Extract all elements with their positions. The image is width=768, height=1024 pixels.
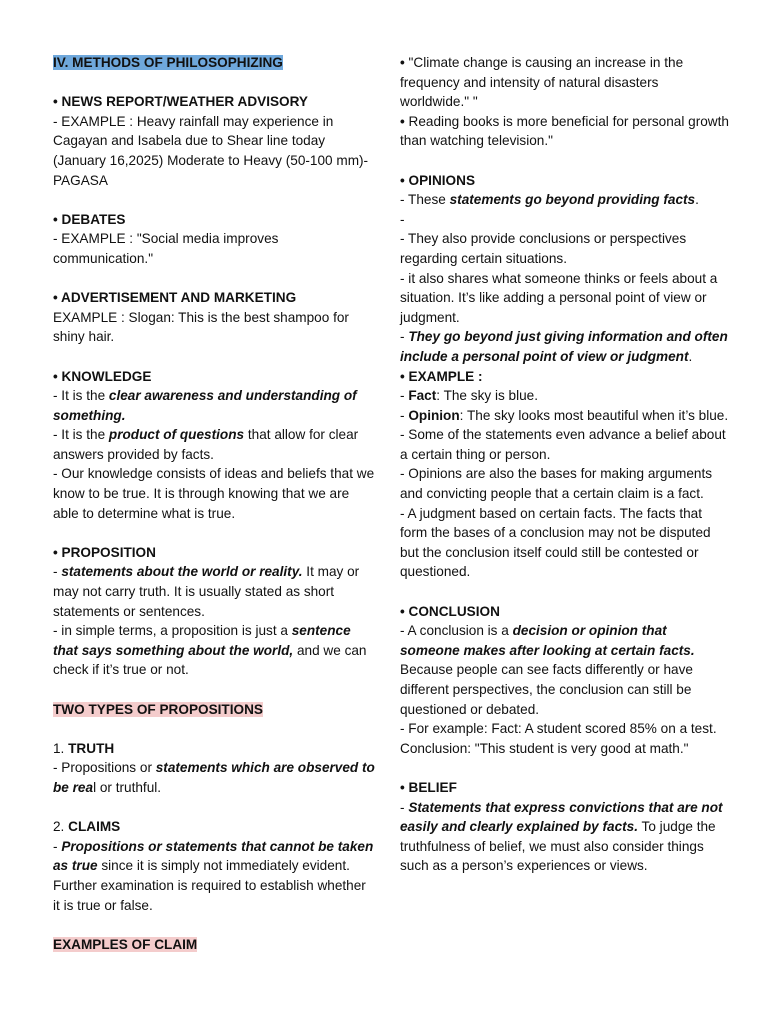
- proposition-line-1: - statements about the world or reality. It may or may not carry truth. It is usually stated as short statements or sentences.: [53, 564, 360, 619]
- two-types-heading: TWO TYPES OF PROPOSITIONS: [53, 701, 263, 717]
- conclusion-line-1: - A conclusion is a decision or opinion that someone makes after looking at certain facts. Because people can see facts differently or have different perspectives, the conclusion can still be questioned or debated.: [400, 623, 695, 717]
- conclusion-line-2: - For example: Fact: A student scored 85% on a test. Conclusion: "This student is very good at math.": [400, 721, 717, 756]
- claim-example-1: • "Climate change is causing an increase in the frequency and intensity of natural disasters worldwide." ": [400, 55, 684, 110]
- claim-example-2: • Reading books is more beneficial for personal growth than watching television.": [400, 113, 729, 149]
- section-heading: IV. METHODS OF PHILOSOPHIZING: [53, 55, 283, 70]
- opinions-example-heading: • EXAMPLE :: [400, 368, 483, 384]
- opinions-opinion-example: - Opinion: The sky looks most beautiful when it’s blue.: [400, 407, 729, 423]
- conclusion-heading: • CONCLUSION: [400, 603, 500, 619]
- opinions-line-7: - Opinions are also the bases for making arguments and convicting people that a certain claim is a fact.: [400, 466, 713, 502]
- news-report-example: - EXAMPLE : Heavy rainfall may experience in Cagayan and Isabela due to Shear line today (January 16,2025) Moderate to Heavy (50-100 mm)-PAGASA: [53, 113, 369, 188]
- opinions-heading: • OPINIONS: [400, 172, 476, 188]
- claims-definition: - Propositions or statements that cannot be taken as true since it is simply not immediately evident. Further examination is required to establish whether it is true or false.: [53, 838, 374, 913]
- proposition-heading: • PROPOSITION: [53, 544, 156, 560]
- truth-definition: - Propositions or statements which are observed to be real or truthful.: [53, 760, 375, 795]
- opinions-line-5: - They go beyond just giving information and often include a personal point of view or judgment.: [400, 329, 728, 364]
- knowledge-line-2: - It is the product of questions that allow for clear answers provided by facts.: [53, 427, 359, 462]
- examples-of-claim-heading: EXAMPLES OF CLAIM: [53, 936, 198, 952]
- opinions-line-2: -: [400, 211, 405, 227]
- right-column: [400, 53, 730, 876]
- debates-example: - EXAMPLE : "Social media improves communication.": [53, 231, 279, 266]
- knowledge-heading: • KNOWLEDGE: [53, 368, 152, 384]
- knowledge-line-3: - Our knowledge consists of ideas and beliefs that we know to be true. It is through knowing that we are able to determine what is true.: [53, 466, 375, 521]
- opinions-line-6: - Some of the statements even advance a belief about a certain thing or person.: [400, 427, 726, 462]
- opinions-line-1: - These statements go beyond providing facts.: [400, 192, 699, 208]
- proposition-line-2: - in simple terms, a proposition is just a sentence that says something about the world, and we can check if it’s true or not.: [53, 623, 367, 678]
- news-report-heading: • NEWS REPORT/WEATHER ADVISORY: [53, 94, 308, 110]
- belief-heading: • BELIEF: [400, 779, 457, 795]
- belief-line-1: - Statements that express convictions that are not easily and clearly explained by facts. To judge the truthfulness of belief, we must also consider things such as a person’s experiences or views.: [400, 799, 723, 874]
- opinions-line-8: - A judgment based on certain facts. The facts that form the bases of a conclusion may not be disputed but the conclusion itself could still be contested or questioned.: [400, 505, 711, 580]
- opinions-fact-example: - Fact: The sky is blue.: [400, 388, 539, 404]
- debates-heading: • DEBATES: [53, 211, 126, 227]
- knowledge-line-1: - It is the clear awareness and understanding of something.: [53, 388, 357, 423]
- advertisement-heading: • ADVERTISEMENT AND MARKETING: [53, 290, 297, 306]
- left-column: [53, 53, 375, 954]
- opinions-line-4: - it also shares what someone thinks or feels about a situation. It’s like adding a personal point of view or judgment.: [400, 270, 718, 325]
- truth-heading: 1. TRUTH: [53, 740, 115, 756]
- claims-heading: 2. CLAIMS: [53, 819, 121, 835]
- advertisement-example: EXAMPLE : Slogan: This is the best shampoo for shiny hair.: [53, 309, 349, 345]
- opinions-line-3: - They also provide conclusions or perspectives regarding certain situations.: [400, 231, 687, 266]
